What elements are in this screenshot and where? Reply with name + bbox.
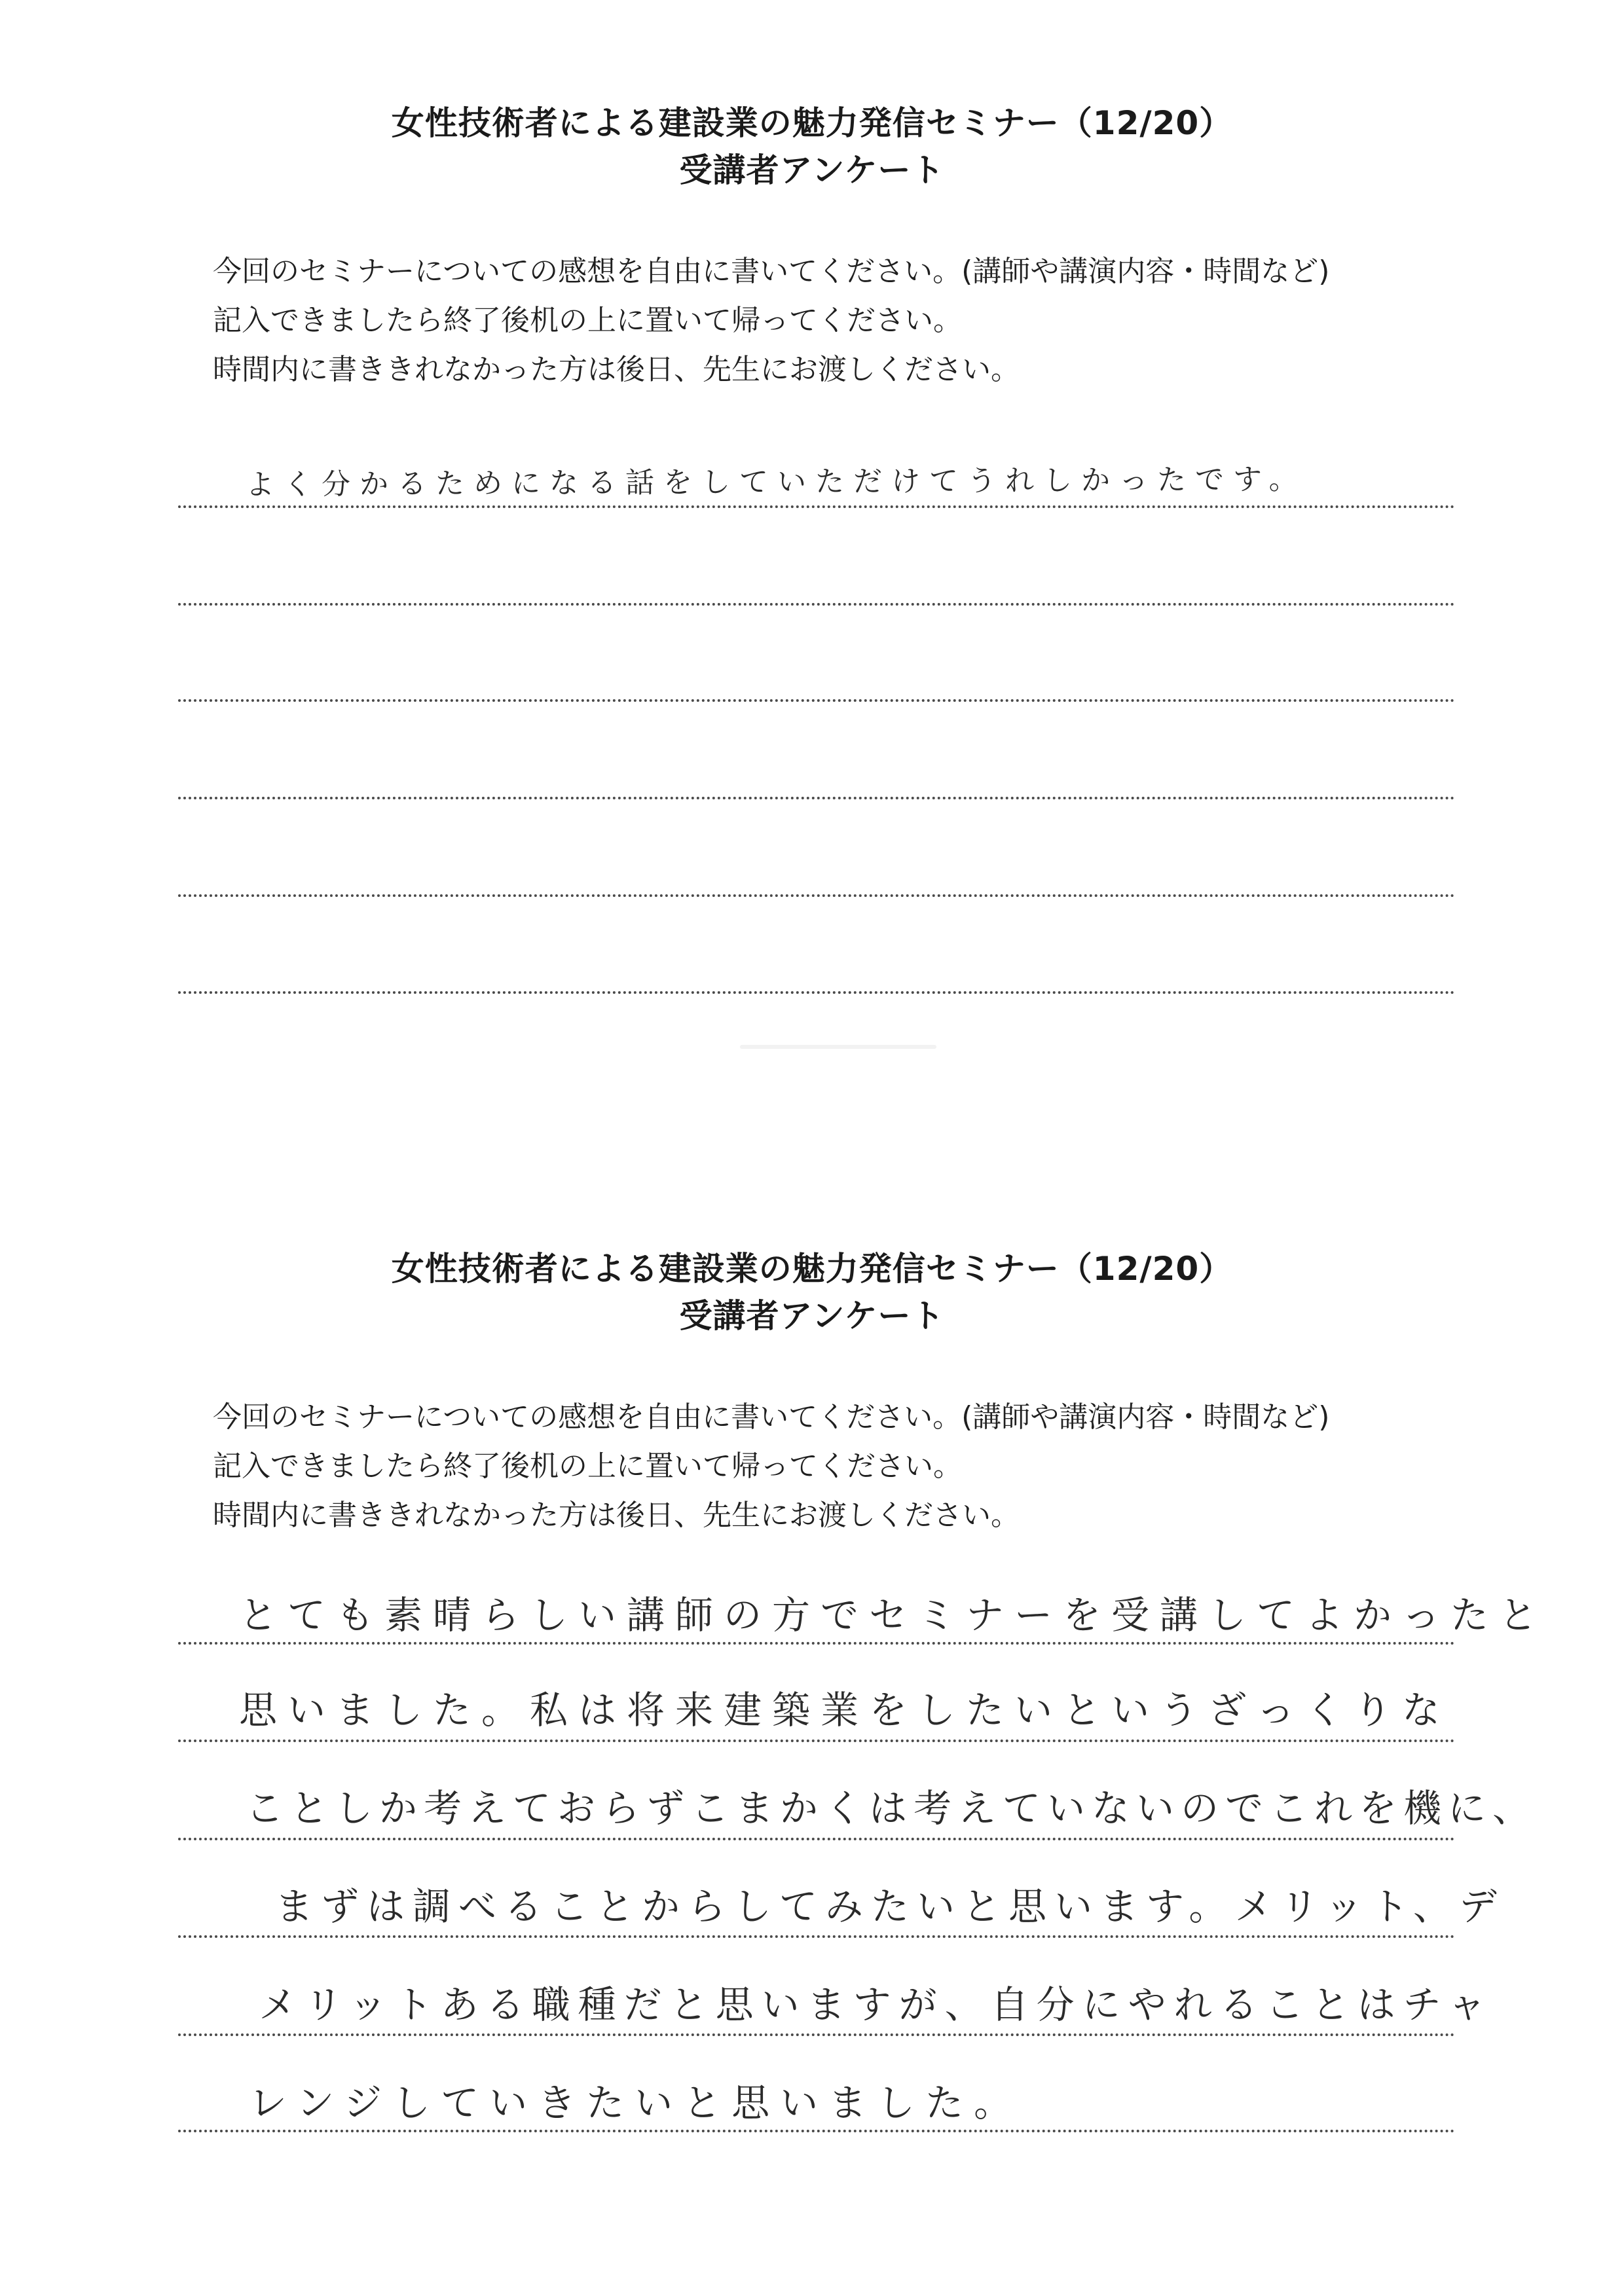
form-subtitle: 受講者アンケート [679, 151, 945, 189]
response-rule [178, 991, 1455, 994]
response-rule [178, 797, 1455, 799]
instruction-line: 時間内に書ききれなかった方は後日、先生にお渡しください。 [213, 353, 1020, 386]
handwritten-response-line: とても素晴らしい講師の方でセミナーを受講してよかったと [239, 1593, 1548, 1637]
survey-form-2 [0, 1146, 1624, 2259]
response-rule [178, 1935, 1455, 1938]
survey-form-1 [0, 0, 1624, 1113]
scan-smudge [740, 1045, 936, 1049]
handwritten-response-line: ことしか考えておらずこまかくは考えていないのでこれを機に、 [246, 1786, 1538, 1831]
response-rule [178, 2130, 1455, 2132]
instruction-line: 記入できましたら終了後机の上に置いて帰ってください。 [213, 304, 962, 337]
response-rule [178, 699, 1455, 702]
response-rule [178, 505, 1455, 508]
handwritten-response-line: まずは調べることからしてみたいと思います。メリット、デ [275, 1884, 1505, 1929]
handwritten-response-line: メリットある職種だと思いますが、自分にやれることはチャ [259, 1982, 1494, 2027]
handwritten-response-line: よく分かるためになる話をしていただけてうれしかったです。 [245, 462, 1307, 502]
response-rule [178, 894, 1455, 897]
handwritten-response-line: 思いました。私は将来建築業をしたいというざっくりな [239, 1688, 1451, 1732]
response-rule [178, 603, 1455, 606]
response-rule [178, 1642, 1455, 1645]
form-subtitle: 受講者アンケート [679, 1297, 945, 1335]
instruction-line: 時間内に書ききれなかった方は後日、先生にお渡しください。 [213, 1499, 1020, 1532]
response-rule [178, 1740, 1455, 1742]
form-title: 女性技術者による建設業の魅力発信セミナー（12/20） [391, 104, 1233, 142]
response-rule [178, 2033, 1455, 2036]
instruction-line: 今回のセミナーについての感想を自由に書いてください。(講師や講演内容・時間など) [213, 1400, 1330, 1434]
handwritten-response-line: レンジしていきたいと思いました。 [249, 2081, 1023, 2125]
response-rule [178, 1838, 1455, 1840]
instruction-line: 今回のセミナーについての感想を自由に書いてください。(講師や講演内容・時間など) [213, 255, 1330, 288]
instruction-line: 記入できましたら終了後机の上に置いて帰ってください。 [213, 1449, 962, 1483]
form-title: 女性技術者による建設業の魅力発信セミナー（12/20） [391, 1250, 1233, 1288]
